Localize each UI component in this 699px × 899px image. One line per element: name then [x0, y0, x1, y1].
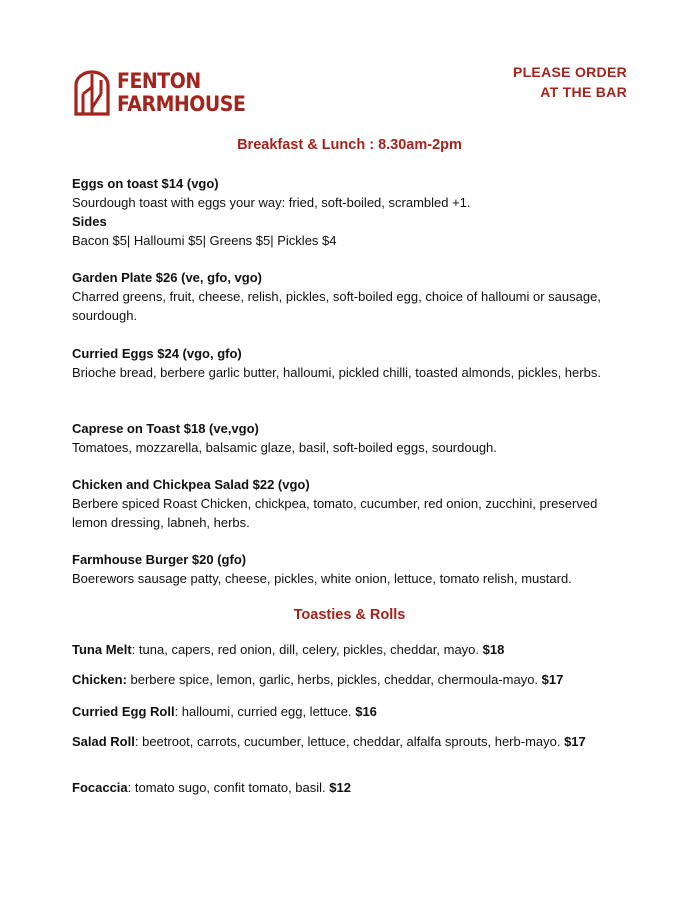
item-price: $17: [541, 672, 564, 687]
item-desc: : tomato sugo, confit tomato, basil.: [127, 780, 330, 795]
brand-logo: [73, 70, 260, 116]
item-price: $17: [564, 734, 586, 749]
item-name: Tuna Melt: [72, 642, 132, 657]
roll-item-curried-egg-roll: [72, 703, 632, 721]
brand-wordmark: [117, 70, 245, 116]
item-name: Eggs on toast $14 (vgo): [72, 176, 219, 191]
item-desc: Sourdough toast with eggs your way: fried, soft-boiled, scrambled +1.: [72, 195, 471, 210]
menu-item-farmhouse-burger: [72, 550, 632, 588]
toasties-section-title: Toasties & Rolls: [293, 607, 406, 623]
order-note: [513, 62, 627, 102]
item-desc: : beetroot, carrots, cucumber, lettuce, cheddar, alfalfa sprouts, herb-mayo.: [134, 734, 565, 749]
item-desc: : halloumi, curried egg, lettuce.: [174, 704, 356, 719]
brand-line-2: FARMHOUSE: [117, 92, 246, 116]
farmhouse-emblem-icon: [73, 70, 111, 116]
item-desc: Charred greens, fruit, cheese, relish, pickles, soft-boiled egg, choice of halloumi or sausage, sourdough.: [72, 289, 601, 323]
item-desc: Berbere spiced Roast Chicken, chickpea, tomato, cucumber, red onion, zucchini, preserved lemon dressing, labneh, herbs.: [72, 496, 598, 530]
item-price: $16: [355, 704, 377, 719]
item-desc: Tomatoes, mozzarella, balsamic glaze, basil, soft-boiled eggs, sourdough.: [72, 440, 497, 455]
brand-line-1: FENTON: [117, 69, 201, 93]
item-desc: : tuna, capers, red onion, dill, celery, pickles, cheddar, mayo.: [131, 642, 483, 657]
sides-list: Bacon $5| Halloumi $5| Greens $5| Pickles $4: [72, 233, 337, 248]
item-name: Curried Eggs $24 (vgo, gfo): [72, 346, 242, 361]
item-name: Chicken:: [72, 672, 127, 687]
sides-label: Sides: [72, 214, 107, 229]
item-desc: Brioche bread, berbere garlic butter, halloumi, pickled chilli, toasted almonds, pickles, herbs.: [72, 365, 601, 380]
menu-item-chicken-chickpea-salad: [72, 475, 632, 532]
item-name: Garden Plate $26 (ve, gfo, vgo): [72, 270, 262, 285]
roll-item-salad-roll: [72, 733, 632, 751]
order-note-line-2: AT THE BAR: [540, 84, 627, 100]
menu-item-garden-plate: [72, 268, 632, 325]
order-note-line-1: PLEASE ORDER: [512, 64, 627, 80]
item-price: $18: [482, 642, 505, 657]
item-name: Caprese on Toast $18 (ve,vgo): [72, 421, 259, 436]
item-name: Focaccia: [72, 780, 128, 795]
item-name: Curried Egg Roll: [72, 704, 175, 719]
item-name: Salad Roll: [72, 734, 135, 749]
item-name: Farmhouse Burger $20 (gfo): [72, 552, 247, 567]
menu-item-curried-eggs: [72, 344, 632, 382]
item-desc: Boerewors sausage patty, cheese, pickles, white onion, lettuce, tomato relish, mustard.: [72, 571, 572, 586]
menu-item-caprese-on-toast: [72, 419, 632, 457]
item-desc: berbere spice, lemon, garlic, herbs, pickles, cheddar, chermoula-mayo.: [126, 672, 542, 687]
roll-item-focaccia: [72, 779, 632, 797]
breakfast-section-title: Breakfast & Lunch : 8.30am-2pm: [237, 137, 462, 153]
menu-item-eggs-on-toast: [72, 174, 632, 250]
roll-item-chicken: [72, 671, 632, 689]
item-name: Chicken and Chickpea Salad $22 (vgo): [72, 477, 310, 492]
roll-item-tuna-melt: [72, 641, 632, 659]
item-price: $12: [329, 780, 351, 795]
